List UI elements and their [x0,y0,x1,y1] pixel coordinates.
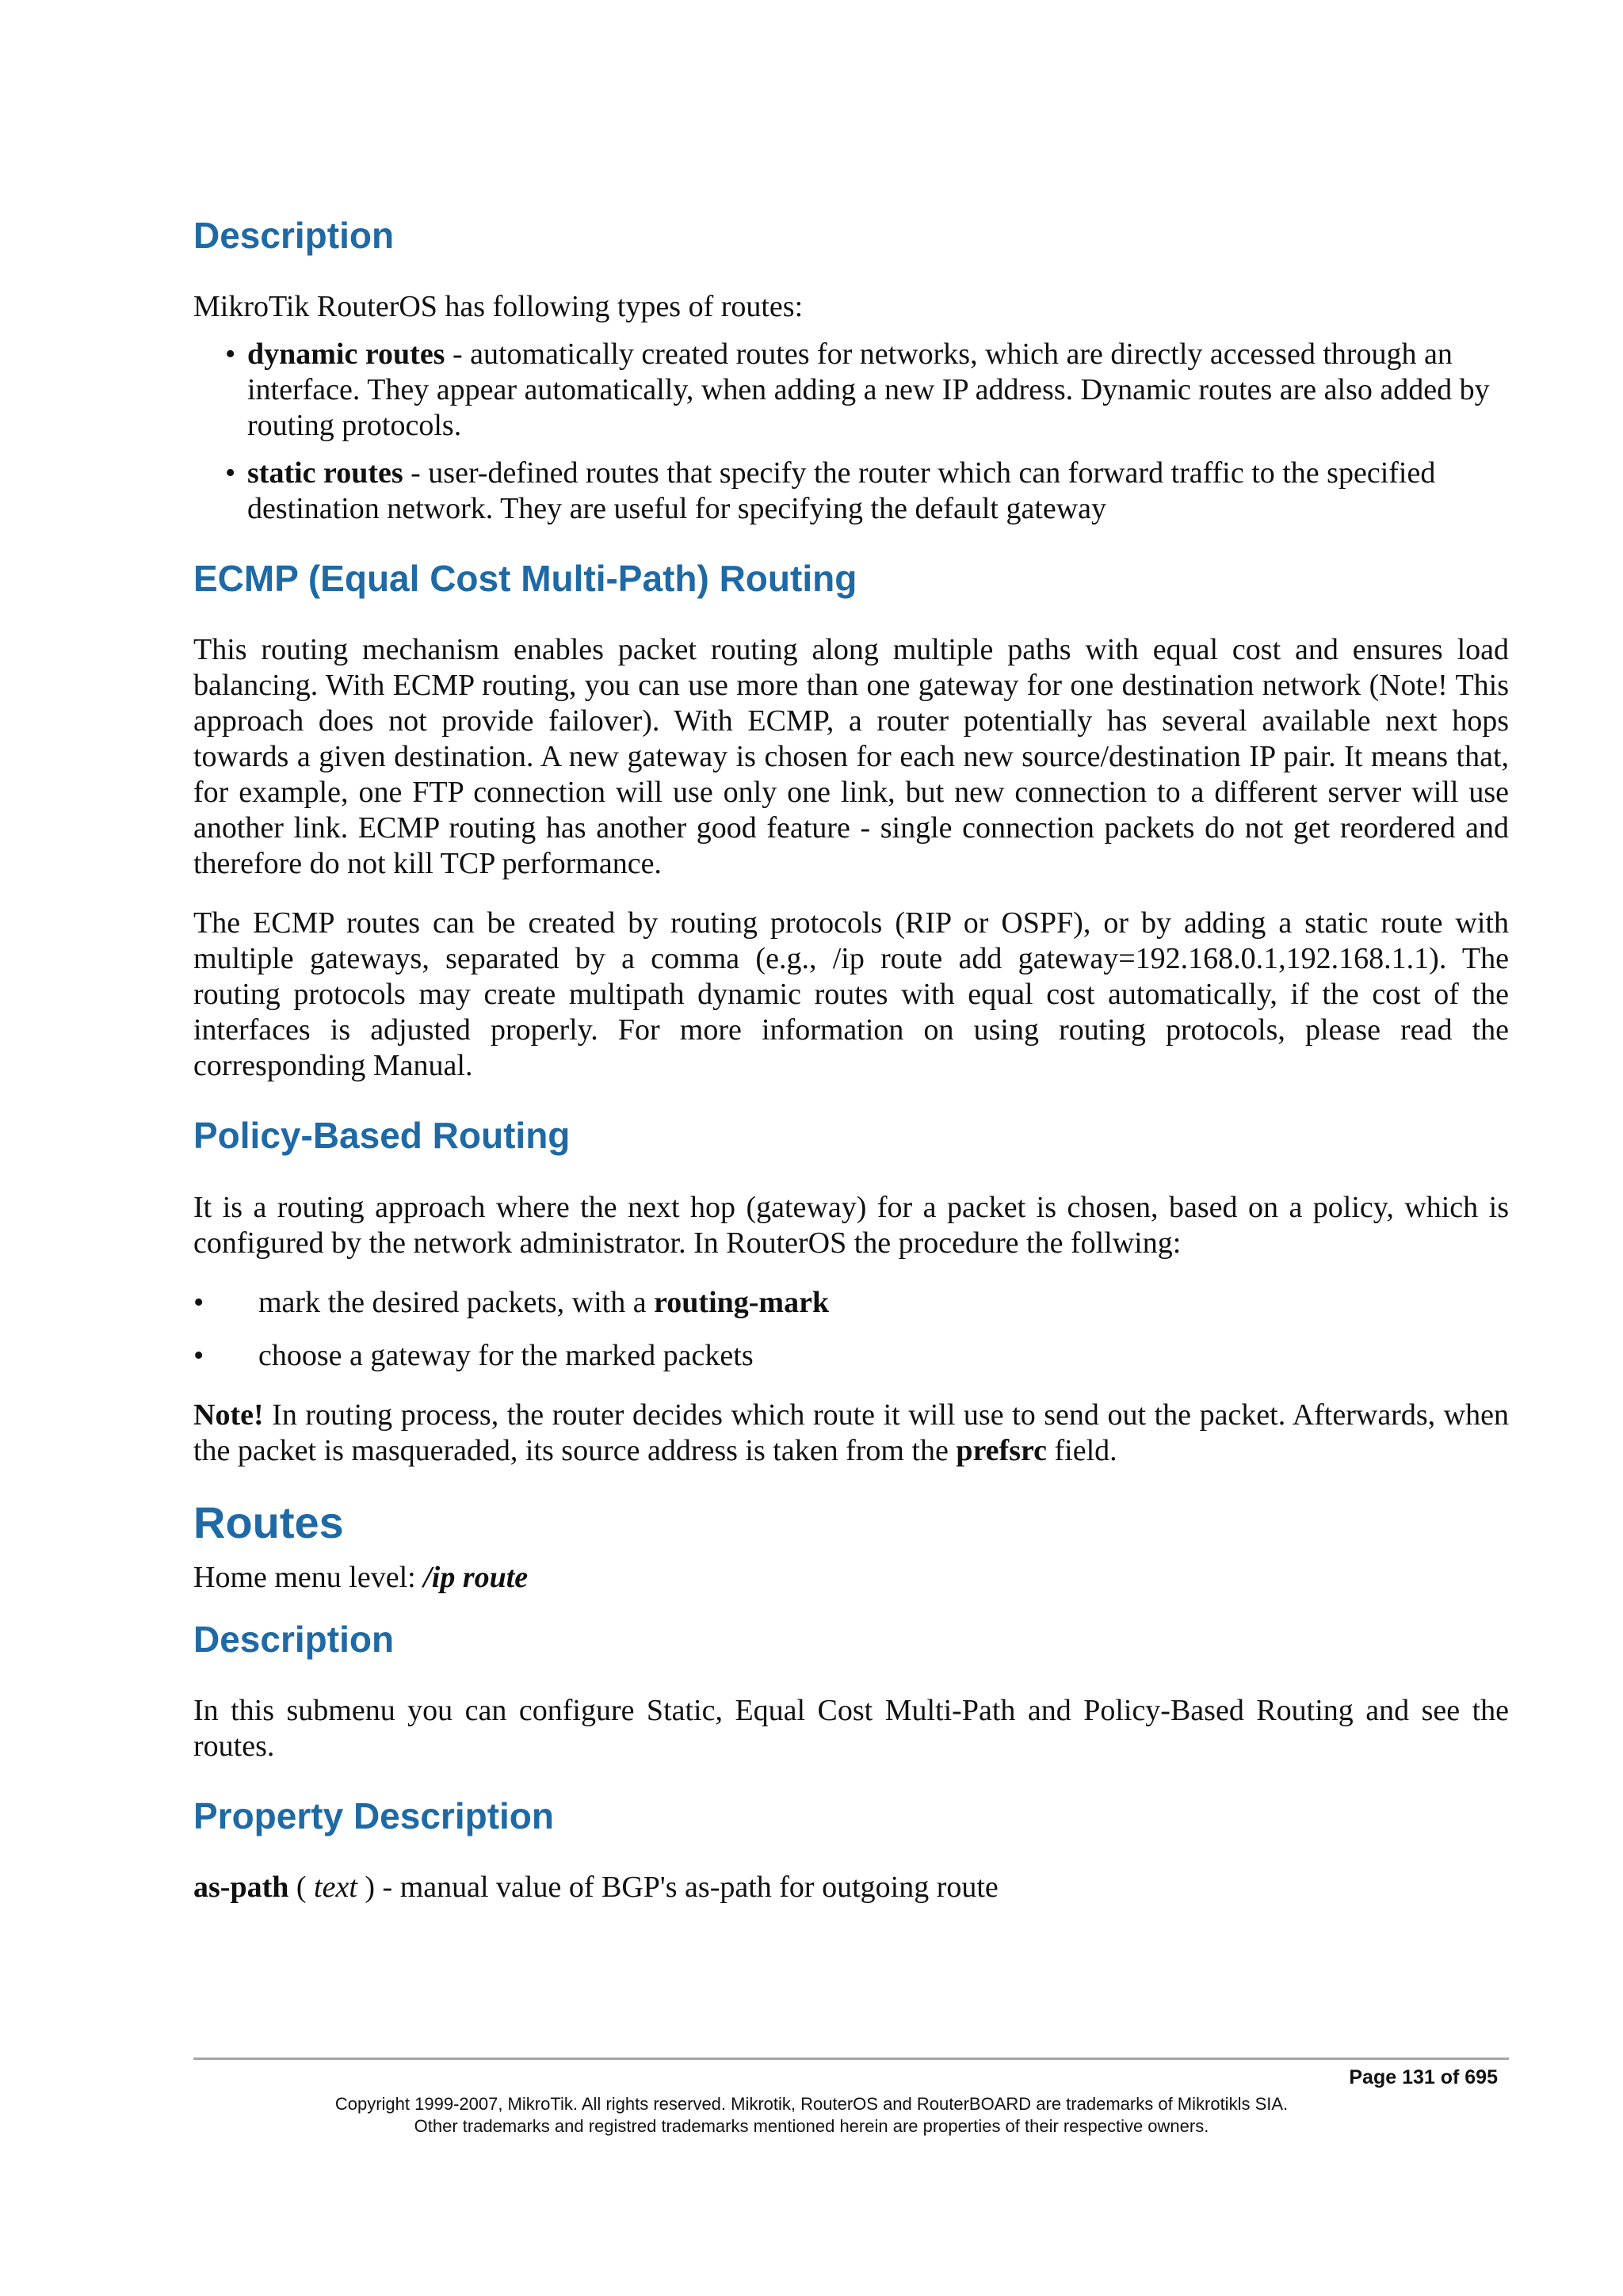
property-open: ( [288,1871,315,1905]
routes-intro-paragraph: MikroTik RouterOS has following types of routes: [193,290,804,324]
menu-path: /ip route [423,1560,529,1594]
prefsrc-term: prefsrc [956,1433,1048,1467]
section-heading-description-2: Description [193,1618,395,1660]
term-static-routes: static routes [247,456,403,490]
menu-level-label: Home menu level: [193,1560,424,1594]
property-as-path [193,1870,1509,1905]
step-text: mark the desired packets, with a [258,1285,655,1319]
property-close: ) [357,1871,376,1905]
ecmp-paragraph-2: The ECMP routes can be created by routing protocols (RIP or OSPF), or by adding a static route with multiple gateways, separated by a comma (e.g., /ip route add gateway=192.168.0.1,192.168.1.1). The routing protocols may create multipath dynamic routes with equal cost automatically, if the cost of the interfaces is adjusted properly. For more information on using routing protocols, please read the corresponding Manual. [193,906,1509,1083]
section-heading-ecmp: ECMP (Equal Cost Multi-Path) Routing [193,558,857,600]
page-number: Page 131 of 695 [1349,2066,1498,2088]
note-text: In routing process, the router decides which route it will use to send out the packet. Afterwards, when the packet is masqueraded, its source address is taken from the [193,1398,1509,1467]
routes-submenu-paragraph: In this submenu you can configure Static, Equal Cost Multi-Path and Policy-Based Routing and see the routes. [193,1693,1509,1763]
property-desc: - manual value of BGP's as-path for outgoing route [375,1871,999,1905]
footer-divider [193,2058,1509,2060]
bullet-glyph: • [225,338,236,372]
term-description: - automatically created routes for networks, which are directly accessed through an interface. They appear automatically, when adding a new IP address. Dynamic routes are also added by routing protocols. [247,338,1490,443]
list-item [193,337,1509,444]
policy-paragraph: It is a routing approach where the next hop (gateway) for a packet is chosen, based on a policy, which is configured by the network administrator. In RouterOS the procedure the follwing: [193,1190,1509,1260]
property-type: text [314,1871,357,1905]
term-description: - user-defined routes that specify the router which can forward traffic to the specified destination network. They are useful for specifying the default gateway [247,456,1436,526]
routing-mark-term: routing-mark [654,1285,830,1319]
footer-trademarks: Other trademarks and registred trademarks mentioned herein are properties of their respective owners. [414,2116,1209,2136]
bullet-glyph: • [193,1285,204,1319]
ecmp-paragraph-1: This routing mechanism enables packet routing along multiple paths with equal cost and ensures load balancing. With ECMP routing, you can use more than one gateway for one destination network (Note! This approach does not provide failover). With ECMP, a router potentially has several available next hops towards a given destination. A new gateway is chosen for each new source/destination IP pair. It means that, for example, one FTP connection will use only one link, but new connection to a different server will use another link. ECMP routing has another good feature - single connection packets do not get reordered and therefore do not kill TCP performance. [193,633,1509,881]
bullet-glyph: • [193,1338,204,1372]
note-tail: field. [1047,1433,1117,1467]
term-dynamic-routes: dynamic routes [247,338,445,372]
section-heading-description: Description [193,215,395,256]
list-item [193,1338,1509,1374]
menu-level-line [193,1560,1509,1596]
section-heading-policy-routing: Policy-Based Routing [193,1115,571,1157]
policy-note-paragraph [193,1398,1509,1469]
list-item [193,1285,1509,1321]
page-content [193,214,1509,1905]
list-item [193,456,1509,527]
policy-steps-list [193,1285,1509,1374]
step-text: choose a gateway for the marked packets [258,1338,754,1372]
property-name: as-path [193,1871,289,1905]
route-types-list [193,337,1509,527]
note-label: Note! [193,1398,264,1432]
bullet-glyph: • [225,456,236,490]
section-heading-routes: Routes [193,1497,344,1547]
footer-copyright: Copyright 1999-2007, MikroTik. All rights reserved. Mikrotik, RouterOS and RouterBOARD are trademarks of Mikrotikls SIA. [334,2094,1289,2114]
section-heading-property-description: Property Description [193,1794,554,1836]
